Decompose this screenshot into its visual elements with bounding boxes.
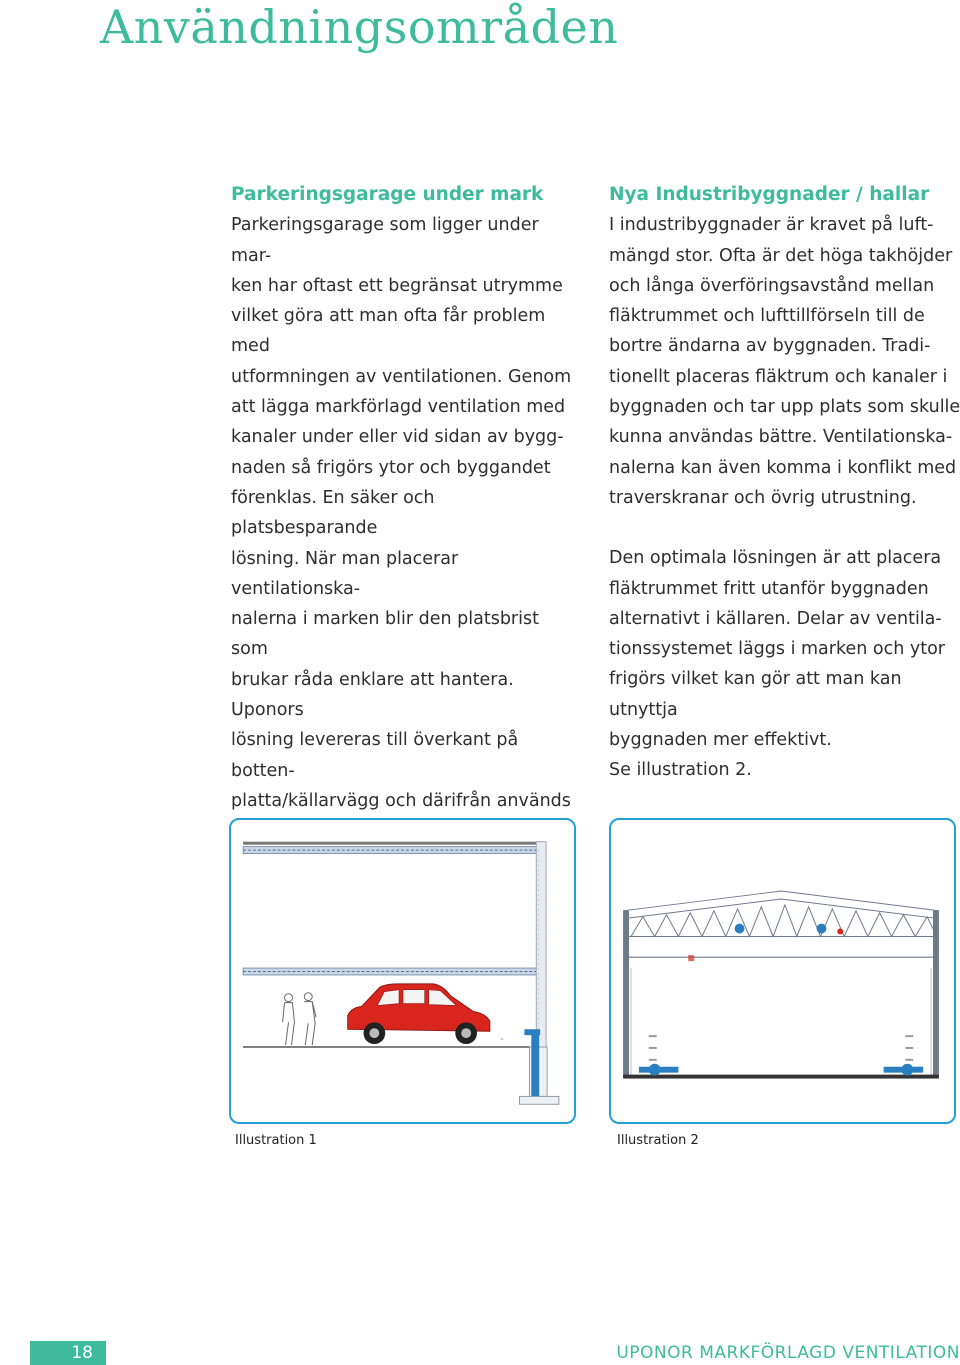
wall-markers [649,1035,913,1061]
caption-illustration-2: Illustration 2 [617,1133,699,1148]
middle-slab [243,968,544,975]
foundation [519,1047,558,1104]
roof-truss [623,891,939,936]
hall-floor [623,1075,939,1079]
page-number-box [30,1341,106,1365]
parking-garage-drawing [231,820,574,1122]
footer-title: UPONOR MARKFÖRLAGD VENTILATION [616,1343,960,1363]
right-column [609,180,960,786]
section-body-industry-2: Den optimala lösningen är att placera fläktrummet fritt utanför byggnaden alternativt i källaren. Delar av ventila- tionssystemet läggs i marken och ytor frigörs vilket kan gör att man kan utnyttja byggnaden mer effektivt. Se illustration 2. [609,548,946,781]
left-column [231,180,576,877]
section-body-industry-1: I industribyggnader är kravet på luft- mängd stor. Ofta är det höga takhöjder och långa överföringsavstånd mellan fläktrummet och lufttillförseln till de bortre ändarna av byggnaden. Tradi- tionellt placeras fläktrum och kanaler i byggnaden och tar upp plats som skulle kunna användas bättre. Ventilationska- nalerna kan även komma i konflikt med traverskranar och övrig utrustning. [609,215,960,508]
section-heading-industry: Nya Industribyggnader / hallar [609,184,930,205]
page-title: Användningsområden [100,0,619,54]
red-car [348,984,490,1044]
page-number: 18 [71,1343,93,1363]
industrial-hall-drawing [611,820,954,1122]
people-figures [283,993,317,1045]
exhaust-label: ~ [499,1037,504,1044]
section-heading-parking: Parkeringsgarage under mark [231,184,544,205]
floor-ducts [639,1064,923,1076]
crane-rail [623,955,939,961]
upper-slab [243,842,544,854]
caption-illustration-1: Illustration 1 [235,1133,317,1148]
illustration-2-industrial-hall [609,818,956,1124]
ventilation-duct [524,1029,540,1096]
section-body-parking: Parkeringsgarage som ligger under mar- ken har oftast ett begränsat utrymme vilket göra att man ofta får problem med utformningen av ventilationen. Genom att lägga markförlagd ventilation med kanaler under eller vid sidan av bygg- naden så frigörs ytor och byggandet förenklas. En säker och platsbesparande lösning. När man placerar ventilationska- nalerna i marken blir den platsbrist som brukar råda enklare att hantera. Uponors lösning levereras till överkant på botten- platta/källarvägg och därifrån används [231,215,572,811]
illustration-1-parking-garage [229,818,576,1124]
